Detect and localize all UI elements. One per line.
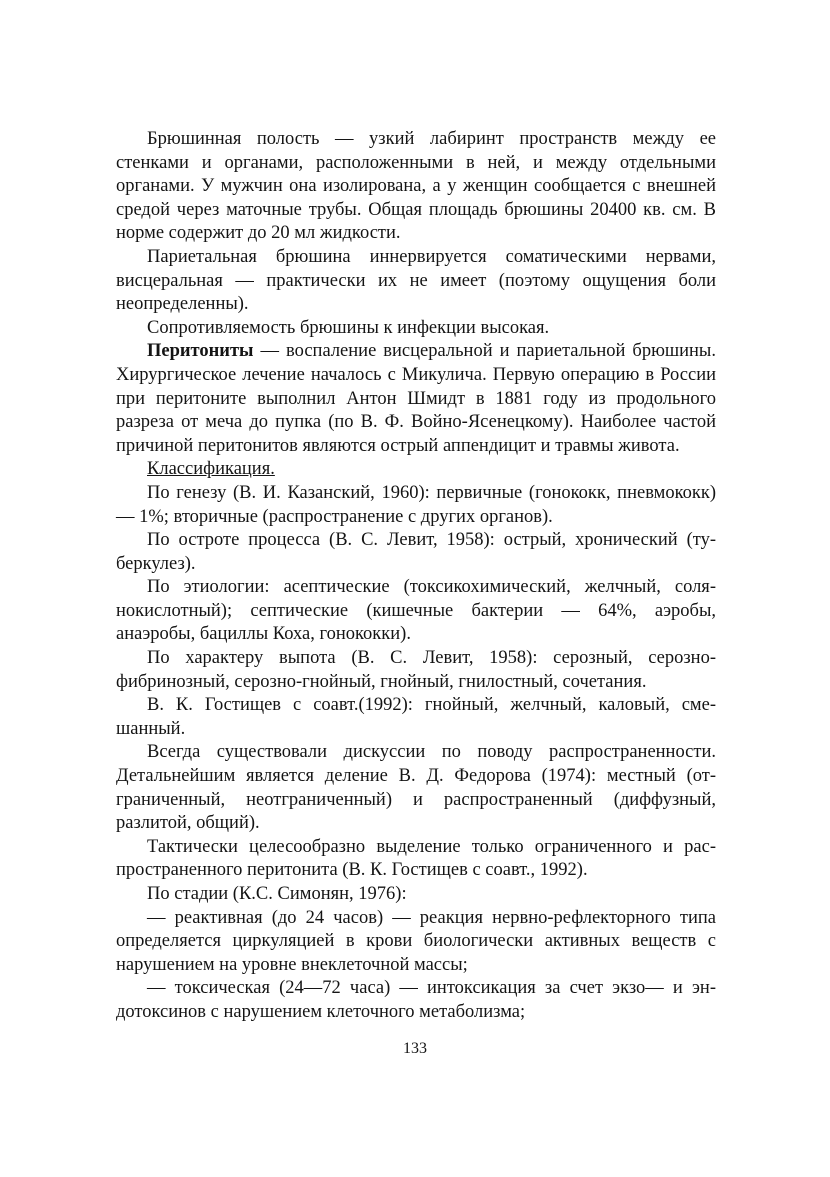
classification-spread: Всегда существовали дискуссии по поводу распространенности. Детальнейшим является деление В. Д. Федорова (1974): местный (отграниченный, неотграниченный) и распространенный (диффузный, разлитой, общий). — [116, 742, 716, 834]
peritonitis-definition: — воспаление висцеральной и париетальной брюшины. Хирургическое лечение началось с Микулича. Первую операцию в России при перитоните выполнил Антон Шмидт в 1881 году из продольного разреза от меча до пупка (по В. Ф. Войно-Ясенецкому). Наиболее частой причиной перитонитов являются острый аппендицит и травмы живота. — [116, 341, 716, 456]
stage-toxic: — токсическая (24—72 часа) — интоксикация за счет экзо— и эндотоксинов с нарушением клеточного метаболизма; — [116, 978, 716, 1022]
page-number: 133 — [403, 1040, 427, 1057]
classification-genesis: По генезу (В. И. Казанский, 1960): первичные (гонококк, пневмококк) — 1%; вторичные (распространение с других органов). — [116, 482, 716, 527]
paragraph-peritoneal-cavity: Брюшинная полость — узкий лабиринт пространств между ее стенками и органами, расположенными в ней, и между отдельными органами. У мужчин она изолирована, а у женщин сообщается с внешней средой через маточные трубы. Общая площадь брюшины 20400 кв. см. В норме содержит до 20 мл жидкости. — [116, 129, 716, 244]
classification-tactical: Тактически целесообразно выделение только ограниченного и распространенного перитонита (В. К. Гостищев с соавт., 1992). — [116, 836, 716, 881]
classification-heading: Классификация. — [147, 459, 275, 480]
classification-acuity: По остроте процесса (В. С. Левит, 1958): острый, хронический (туберкулез). — [116, 530, 716, 574]
stage-reactive: — реактивная (до 24 часов) — реакция нервно-рефлекторного типа определяется циркуляцией в крови биологически активных веществ с нарушением на уровне внеклеточной массы; — [116, 907, 716, 975]
paragraph-resistance: Сопротивляемость брюшины к инфекции высокая. — [147, 317, 550, 338]
classification-gostishchev: В. К. Гостищев с соавт.(1992): гнойный, желчный, каловый, смешанный. — [116, 695, 716, 739]
body-text — [116, 128, 716, 1025]
paragraph-innervation: Париетальная брюшина иннервируется соматическими нервами, висцеральная — практически их не имеет (поэтому ощущения боли неопределенны). — [116, 246, 716, 315]
classification-exudate: По характеру выпота (В. С. Левит, 1958): серозный, серознофибринозный, серозно-гнойный, гнойный, гнилостный, сочетания. — [116, 648, 716, 692]
classification-etiology: По этиологии: асептические (токсикохимический, желчный, солянокислотный); септические (кишечные бактерии — 64%, аэробы, анаэробы, бациллы Коха, гонококки). — [116, 577, 716, 645]
paragraph-peritonitis — [116, 340, 716, 458]
peritonitis-term: Перитониты — [147, 341, 254, 362]
classification-stage: По стадии (К.С. Симонян, 1976): — [147, 884, 407, 904]
classification-heading-line — [116, 458, 716, 482]
